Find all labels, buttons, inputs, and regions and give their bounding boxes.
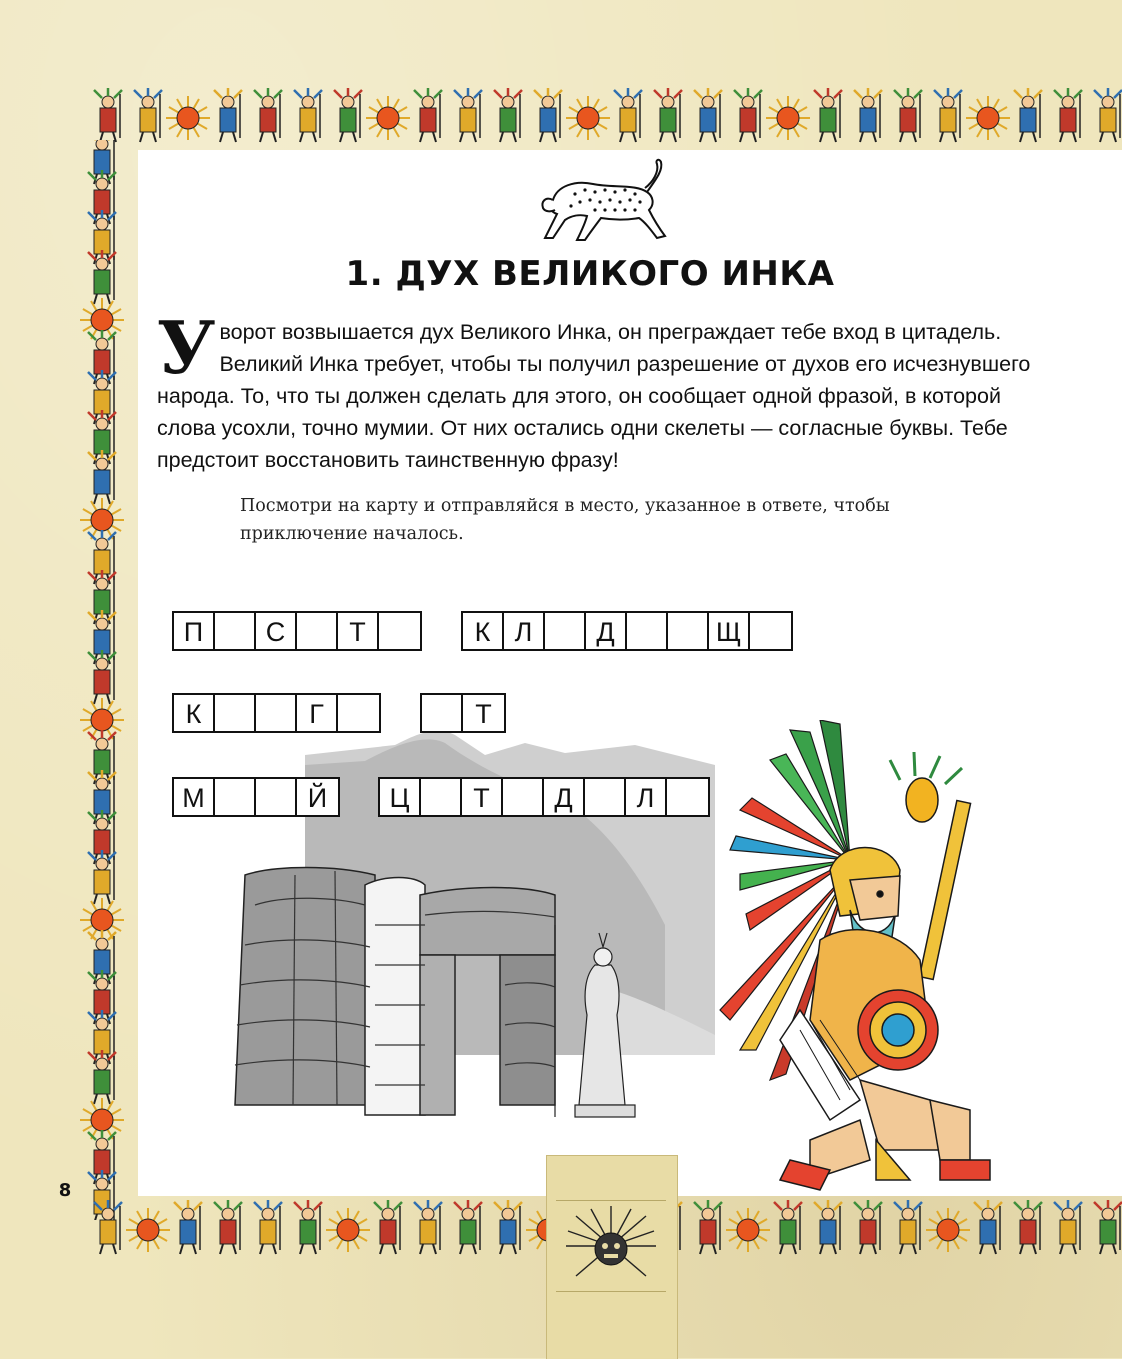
puzzle-cell[interactable] bbox=[668, 613, 709, 649]
sun-face-icon bbox=[166, 96, 210, 140]
warrior-figure-icon bbox=[694, 88, 722, 142]
warrior-figure-icon bbox=[88, 850, 116, 904]
warrior-figure-icon bbox=[88, 1050, 116, 1104]
page-number: 8 bbox=[58, 1180, 72, 1201]
warrior-figure-icon bbox=[494, 1200, 522, 1254]
puzzle-cell[interactable]: Ц bbox=[380, 779, 421, 815]
warrior-figure-icon bbox=[694, 1200, 722, 1254]
page-tab-frame bbox=[556, 1200, 666, 1292]
warrior-figure-icon bbox=[214, 1200, 242, 1254]
warrior-figure-icon bbox=[454, 1200, 482, 1254]
warrior-figure-icon bbox=[1094, 1200, 1122, 1254]
warrior-figure-icon bbox=[214, 88, 242, 142]
puzzle-cell[interactable] bbox=[256, 695, 297, 731]
warrior-figure-icon bbox=[814, 1200, 842, 1254]
sun-face-icon bbox=[126, 1208, 170, 1252]
instruction-text: Посмотри на карту и отправляйся в место, указанное в ответе, чтобы приключение началось. bbox=[240, 496, 890, 544]
puzzle-cell[interactable] bbox=[297, 613, 338, 649]
chapter-title: 1. ДУХ ВЕЛИКОГО ИНКА bbox=[345, 254, 835, 294]
puzzle-cell[interactable]: Д bbox=[586, 613, 627, 649]
puzzle-word bbox=[254, 693, 381, 733]
puzzle-cell[interactable]: К bbox=[463, 613, 504, 649]
sun-face-icon bbox=[556, 1201, 666, 1291]
warrior-figure-icon bbox=[654, 88, 682, 142]
dropcap-letter: У bbox=[157, 305, 216, 390]
puzzle-cell[interactable] bbox=[215, 779, 256, 815]
warrior-figure-icon bbox=[894, 88, 922, 142]
puzzle-cell[interactable]: Щ bbox=[709, 613, 750, 649]
page-number-tab bbox=[546, 1155, 678, 1359]
warrior-figure-icon bbox=[94, 88, 122, 142]
sun-face-icon bbox=[766, 96, 810, 140]
puzzle-cell[interactable] bbox=[215, 695, 256, 731]
warrior-figure-icon bbox=[174, 1200, 202, 1254]
puzzle-cell[interactable]: Л bbox=[504, 613, 545, 649]
puzzle-cell[interactable] bbox=[338, 695, 379, 731]
puzzle-cell[interactable]: С bbox=[256, 613, 297, 649]
puzzle-cell[interactable] bbox=[503, 779, 544, 815]
intro-paragraph bbox=[157, 305, 1037, 476]
warrior-figure-icon bbox=[294, 88, 322, 142]
puzzle-cell[interactable]: К bbox=[174, 695, 215, 731]
warrior-figure-icon bbox=[734, 88, 762, 142]
warrior-figure-icon bbox=[414, 1200, 442, 1254]
warrior-figure-icon bbox=[1054, 88, 1082, 142]
puzzle-cell[interactable]: П bbox=[174, 613, 215, 649]
puzzle-cell[interactable]: Л bbox=[626, 779, 667, 815]
intro-text: ворот возвышается дух Великого Инка, он преграждает тебе вход в цитадель. Великий Инка требует, чтобы ты получил разрешение от духов его исчезнувшего народа. То, что ты должен сделать для этого, он сообщает одной фразой, в которой слова усохли, точно мумии. От них остались одни скелеты — согласные буквы. Тебе предстоит восстановить таинственную фразу! bbox=[157, 320, 1031, 472]
puzzle-cell[interactable]: Т bbox=[475, 699, 492, 729]
decorative-border-top bbox=[88, 84, 1122, 146]
warrior-figure-icon bbox=[774, 1200, 802, 1254]
puzzle-word bbox=[461, 611, 793, 651]
puzzle-cell[interactable] bbox=[256, 779, 297, 815]
puzzle-cell[interactable]: Й bbox=[307, 783, 328, 813]
warrior-figure-icon bbox=[494, 88, 522, 142]
warrior-figure-icon bbox=[894, 1200, 922, 1254]
warrior-figure-icon bbox=[88, 250, 116, 304]
puzzle-word bbox=[172, 777, 340, 817]
sun-face-icon bbox=[926, 1208, 970, 1252]
sun-face-icon bbox=[726, 1208, 770, 1252]
warrior-figure-icon bbox=[94, 1200, 122, 1254]
warrior-figure-icon bbox=[294, 1200, 322, 1254]
warrior-figure-icon bbox=[88, 450, 116, 504]
warrior-figure-icon bbox=[854, 88, 882, 142]
warrior-figure-icon bbox=[1014, 1200, 1042, 1254]
puzzle-cell[interactable]: Т bbox=[462, 779, 503, 815]
puzzle-cell[interactable] bbox=[421, 779, 462, 815]
puzzle-cell[interactable] bbox=[215, 613, 256, 649]
warrior-figure-icon bbox=[814, 88, 842, 142]
warrior-figure-icon bbox=[614, 88, 642, 142]
sun-face-icon bbox=[966, 96, 1010, 140]
aztec-warrior bbox=[700, 720, 1000, 1200]
warrior-figure-icon bbox=[334, 88, 362, 142]
warrior-figure-icon bbox=[934, 88, 962, 142]
jaguar-icon bbox=[535, 156, 675, 248]
warrior-figure-icon bbox=[374, 1200, 402, 1254]
puzzle-cell[interactable] bbox=[422, 695, 463, 731]
warrior-figure-icon bbox=[134, 88, 162, 142]
warrior-figure-icon bbox=[454, 88, 482, 142]
puzzle-cell[interactable]: Г bbox=[297, 695, 338, 731]
sun-face-icon bbox=[366, 96, 410, 140]
sun-face-icon bbox=[326, 1208, 370, 1252]
puzzle-cell[interactable]: Д bbox=[544, 779, 585, 815]
sun-face-icon bbox=[566, 96, 610, 140]
puzzle-cell[interactable] bbox=[379, 613, 420, 649]
puzzle-cell[interactable]: М bbox=[174, 779, 215, 815]
warrior-figure-icon bbox=[1094, 88, 1122, 142]
warrior-figure-icon bbox=[254, 88, 282, 142]
warrior-figure-icon bbox=[974, 1200, 1002, 1254]
warrior-figure-icon bbox=[254, 1200, 282, 1254]
puzzle-word bbox=[172, 611, 422, 651]
warrior-figure-icon bbox=[88, 650, 116, 704]
warrior-figure-icon bbox=[1014, 88, 1042, 142]
warrior-figure-icon bbox=[1054, 1200, 1082, 1254]
warrior-figure-icon bbox=[534, 88, 562, 142]
puzzle-word bbox=[420, 693, 506, 733]
warrior-figure-icon bbox=[414, 88, 442, 142]
puzzle-cell[interactable]: Т bbox=[338, 613, 379, 649]
puzzle-cell[interactable] bbox=[545, 613, 586, 649]
puzzle-cell[interactable] bbox=[585, 779, 626, 815]
puzzle-word bbox=[172, 693, 258, 733]
puzzle-cell[interactable] bbox=[627, 613, 668, 649]
puzzle-cell[interactable] bbox=[750, 613, 791, 649]
warrior-figure-icon bbox=[854, 1200, 882, 1254]
decorative-border-left bbox=[62, 140, 140, 1220]
puzzle-word bbox=[378, 777, 710, 817]
